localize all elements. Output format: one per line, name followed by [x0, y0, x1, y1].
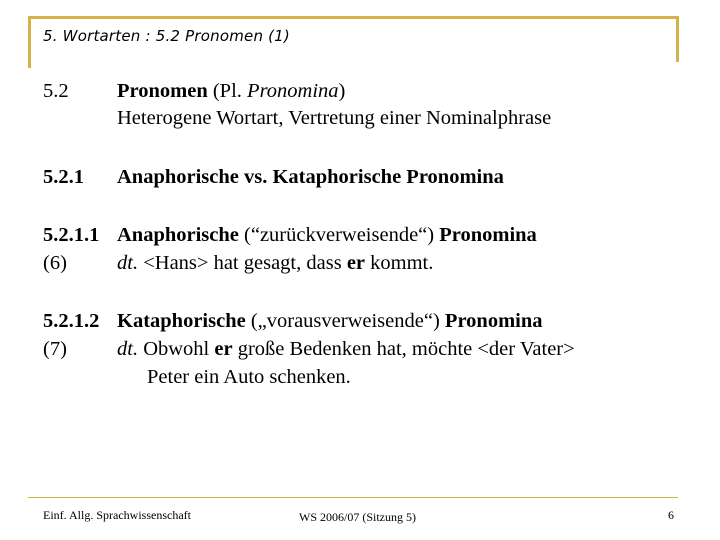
footer-rule [28, 497, 678, 498]
example-continuation: Peter ein Auto schenken. [147, 366, 351, 388]
title-bold-2: Pronomina [444, 310, 543, 332]
title-mid: (“zurückverweisende“) [238, 224, 440, 246]
footer-term: WS 2006/07 (Sitzung 5) [299, 510, 416, 524]
title-italic: Pronomina [247, 80, 339, 102]
footer-page-number: 6 [668, 508, 674, 522]
example-text [117, 337, 575, 361]
header-frame-right [676, 16, 679, 62]
title-bold-1: Kataphorische [117, 310, 246, 332]
example-lang: dt. [117, 338, 139, 360]
title-close: ) [338, 80, 346, 102]
header-frame-left [28, 16, 31, 68]
subtitle-text: Heterogene Wortart, Vertretung einer Nominalphrase [117, 107, 552, 129]
footer-course: Einf. Allg. Sprachwissenschaft [43, 508, 191, 522]
example-pronoun: er [346, 252, 366, 274]
example-pronoun: er [214, 338, 233, 360]
example-number: (6) [43, 252, 67, 274]
section-title [117, 309, 543, 333]
example-pre: <Hans> hat gesagt, dass [138, 252, 347, 274]
example-text [117, 251, 433, 275]
title-bold: Pronomen [117, 80, 208, 102]
header-frame-top [28, 16, 678, 19]
section-title [117, 79, 345, 103]
section-title [117, 223, 537, 247]
section-number: 5.2 [43, 80, 69, 102]
title-bold-2: Pronomina [439, 224, 537, 246]
example-pre: Obwohl [138, 338, 215, 360]
section-number: 5.2.1.2 [43, 310, 100, 332]
example-number: (7) [43, 338, 67, 360]
example-post: kommt. [365, 252, 434, 274]
section-number: 5.2.1.1 [43, 224, 100, 246]
example-post: große Bedenken hat, möchte <der Vater> [232, 338, 575, 360]
title-mid: („vorausverweisende“) [245, 310, 445, 332]
title-bold-1: Anaphorische [117, 224, 239, 246]
slide-header-title: 5. Wortarten : 5.2 Pronomen (1) [43, 27, 290, 45]
example-lang: dt. [117, 252, 139, 274]
section-number: 5.2.1 [43, 166, 84, 188]
section-title: Anaphorische vs. Kataphorische Pronomina [117, 166, 504, 188]
title-rest: (Pl. [207, 80, 248, 102]
